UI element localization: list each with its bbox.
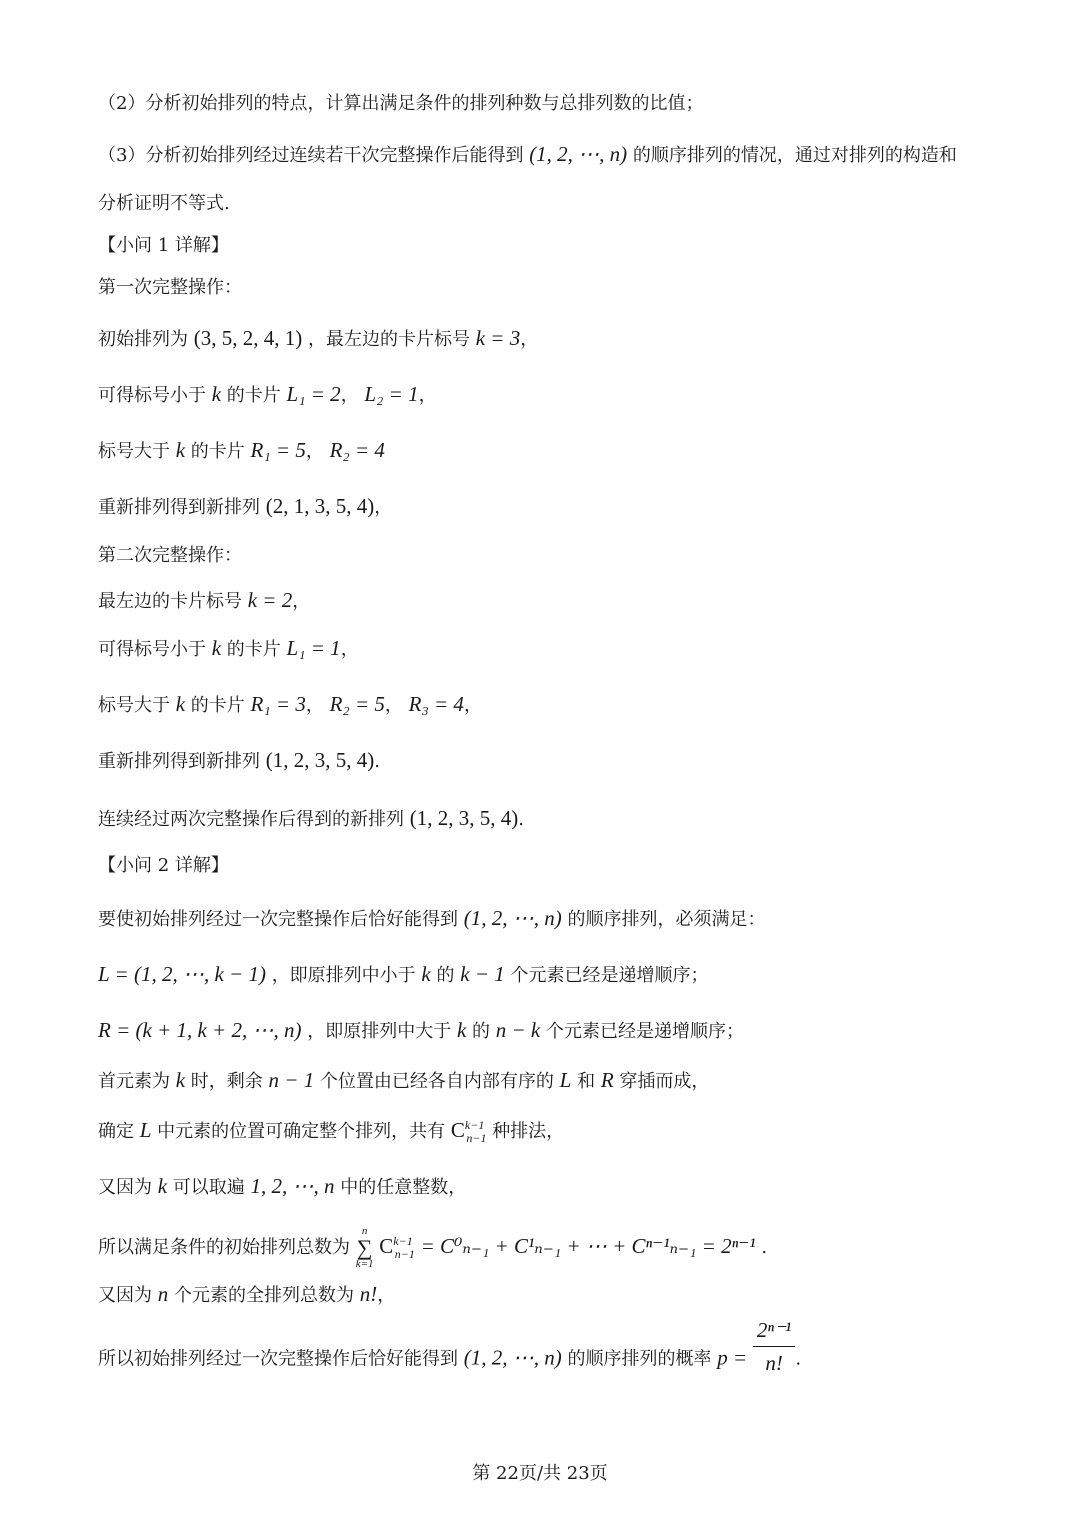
text: 标号大于 [98, 441, 170, 462]
text-line [98, 1172, 1020, 1202]
sigma-glyph: ∑ [356, 1235, 373, 1260]
math-expression: R₁ = 3 [250, 692, 306, 716]
math-expression: k [157, 1174, 168, 1198]
sum-lower-limit: k=1 [355, 1258, 374, 1270]
math-expression: n − 1 [268, 1068, 315, 1092]
text-line [98, 804, 1020, 834]
math-expression: k [175, 692, 186, 716]
math-expression: k [421, 962, 431, 986]
text-line [98, 324, 1020, 354]
text-line [98, 1280, 1020, 1310]
text: 的卡片 [226, 639, 281, 660]
comb-superscript: k−1 [464, 1118, 485, 1132]
math-expression: (1, 2, ⋯, n) [529, 142, 628, 166]
text: 的 [472, 1021, 490, 1042]
text: 穿插而成， [619, 1071, 710, 1092]
math-expression: (2, 1, 3, 5, 4) [265, 494, 375, 518]
text: . [761, 1237, 768, 1258]
text: ， [377, 1285, 396, 1306]
math-expression: L [559, 1068, 572, 1092]
text-line [98, 1066, 1020, 1096]
probability-fraction [753, 1316, 796, 1377]
text: 【小问 1 详解】 [98, 235, 229, 256]
text: 【小问 2 详解】 [98, 855, 229, 876]
text: 中元素的位置可确定整个排列，共有 [157, 1121, 446, 1142]
text: 最左边的卡片标号 [98, 591, 242, 612]
math-expression: L₁ = 2 [286, 382, 341, 406]
text: 首元素为 [98, 1071, 170, 1092]
text: . [374, 751, 380, 772]
math-expression: k [211, 636, 222, 660]
text-line [98, 1226, 1020, 1270]
text: . [795, 1348, 802, 1370]
text: ， [340, 385, 359, 406]
section-heading [98, 852, 1020, 880]
text-line [98, 586, 1020, 616]
text: 个位置由已经各自内部有序的 [319, 1071, 554, 1092]
math-expression: R [600, 1068, 614, 1092]
text: 时，剩余 [190, 1071, 263, 1092]
math-expression: R₂ = 4 [329, 438, 385, 462]
text: （2）分析初始排列的特点，计算出满足条件的排列种数与总排列数的比值； [98, 93, 704, 114]
math-expression: (1, 2, 3, 5, 4) [409, 806, 519, 830]
text: 第一次完整操作： [98, 277, 242, 298]
math-expression: R₃ = 4 [408, 692, 464, 716]
comb-superscript: k−1 [393, 1234, 413, 1248]
text: 所以满足条件的初始排列总数为 [98, 1237, 350, 1258]
text: 的顺序排列的概率 [567, 1348, 712, 1370]
text: 和 [577, 1071, 596, 1092]
text: ，即原排列中大于 [307, 1021, 452, 1042]
comb-subscript: n−1 [466, 1131, 487, 1146]
math-expression: k [175, 438, 186, 462]
text: 第二次完整操作： [98, 545, 242, 566]
text: 的卡片 [190, 441, 245, 462]
math-expression: (3, 5, 2, 4, 1) [193, 326, 303, 350]
text: 的卡片 [226, 385, 281, 406]
text-line [98, 746, 1020, 776]
text: 的顺序排列，必须满足： [567, 909, 766, 930]
math-expression: R₁ = 5 [250, 438, 306, 462]
math-expression: n [157, 1282, 169, 1306]
text: 可得标号小于 [98, 639, 206, 660]
text-line [98, 140, 1020, 170]
combination-expression [450, 1118, 487, 1146]
text: 初始排列为 [98, 329, 188, 350]
comb-symbol: C [379, 1234, 394, 1258]
summation-symbol [356, 1226, 374, 1270]
math-expression: = C⁰ₙ₋₁ + C¹ₙ₋₁ + ⋯ + Cⁿ⁻¹ₙ₋₁ = 2ⁿ⁻¹ [420, 1234, 756, 1258]
text: 又因为 [98, 1177, 152, 1198]
text: 个元素已经是递增顺序； [545, 1021, 744, 1042]
text-line [98, 634, 1020, 664]
math-expression: k [211, 382, 222, 406]
page-footer: 第 22页/共 23页 [472, 1463, 608, 1484]
text-line [98, 690, 1020, 720]
text: （3）分析初始排列经过连续若干次完整操作后能得到 [98, 145, 524, 166]
text-line [98, 960, 1020, 990]
text: ， [463, 695, 482, 716]
math-expression: k = 3 [475, 326, 521, 350]
text: ， [305, 441, 324, 462]
text: 标号大于 [98, 695, 170, 716]
math-expression: p = [717, 1345, 748, 1370]
text: 中的任意整数， [340, 1177, 467, 1198]
text: 要使初始排列经过一次完整操作后恰好能得到 [98, 909, 458, 930]
math-expression: n − k [495, 1018, 541, 1042]
math-expression: R = (k + 1, k + 2, ⋯, n) [98, 1018, 302, 1042]
text: ， [384, 695, 403, 716]
text: 可以取遍 [172, 1177, 245, 1198]
text: 重新排列得到新排列 [98, 497, 260, 518]
text-line [98, 542, 1020, 570]
text: ， [520, 329, 539, 350]
text-line [98, 904, 1020, 934]
text-line [98, 190, 1020, 218]
text: ， [418, 385, 437, 406]
text: ，即原排列中小于 [271, 965, 416, 986]
text: 个元素已经是递增顺序； [510, 965, 709, 986]
text-line [98, 1116, 1020, 1146]
math-expression: L [139, 1118, 152, 1142]
section-heading [98, 232, 1020, 260]
math-expression: L₂ = 1 [364, 382, 419, 406]
text-line [98, 1016, 1020, 1046]
comb-subscript: n−1 [394, 1247, 415, 1262]
text: ， [305, 695, 324, 716]
math-expression: (1, 2, 3, 5, 4) [265, 748, 375, 772]
text-line [98, 90, 1020, 118]
math-expression: n! [359, 1282, 378, 1306]
text-line [98, 1318, 1020, 1377]
math-expression: R₂ = 5 [329, 692, 385, 716]
text: ， [374, 497, 393, 518]
comb-symbol: C [450, 1118, 465, 1142]
text: 分析证明不等式. [98, 193, 230, 214]
text: 的 [436, 965, 455, 986]
text-line [98, 274, 1020, 302]
math-expression: (1, 2, ⋯, n) [463, 906, 562, 930]
text: 的顺序排列的情况，通过对排列的构造和 [632, 145, 957, 166]
math-expression: k [175, 1068, 186, 1092]
math-expression: 1, 2, ⋯, n [250, 1174, 335, 1198]
math-expression: (1, 2, ⋯, n) [463, 1345, 562, 1370]
text-line [98, 492, 1020, 522]
text: . [518, 809, 524, 830]
text: ，最左边的卡片标号 [307, 329, 470, 350]
math-expression: L = (1, 2, ⋯, k − 1) [98, 962, 266, 986]
text: 个元素的全排列总数为 [173, 1285, 354, 1306]
text-line [98, 380, 1020, 410]
math-expression: k [456, 1018, 467, 1042]
text: 所以初始排列经过一次完整操作后恰好能得到 [98, 1348, 458, 1370]
math-expression: k − 1 [460, 962, 505, 986]
fraction-numerator: 2ⁿ⁻¹ [753, 1316, 796, 1347]
text: ， [340, 639, 359, 660]
combination-expression [379, 1234, 415, 1262]
text: ， [292, 591, 311, 612]
text: 重新排列得到新排列 [98, 751, 260, 772]
text: 又因为 [98, 1285, 152, 1306]
math-expression: k = 2 [247, 588, 293, 612]
text: 确定 [98, 1121, 134, 1142]
text: 连续经过两次完整操作后得到的新排列 [98, 809, 404, 830]
text: 可得标号小于 [98, 385, 206, 406]
fraction-denominator: n! [765, 1351, 783, 1375]
text: 的卡片 [190, 695, 245, 716]
text: 种排法， [492, 1121, 565, 1142]
math-expression: L₁ = 1 [286, 636, 341, 660]
text-line [98, 436, 1020, 466]
sum-upper-limit: n [361, 1225, 368, 1237]
